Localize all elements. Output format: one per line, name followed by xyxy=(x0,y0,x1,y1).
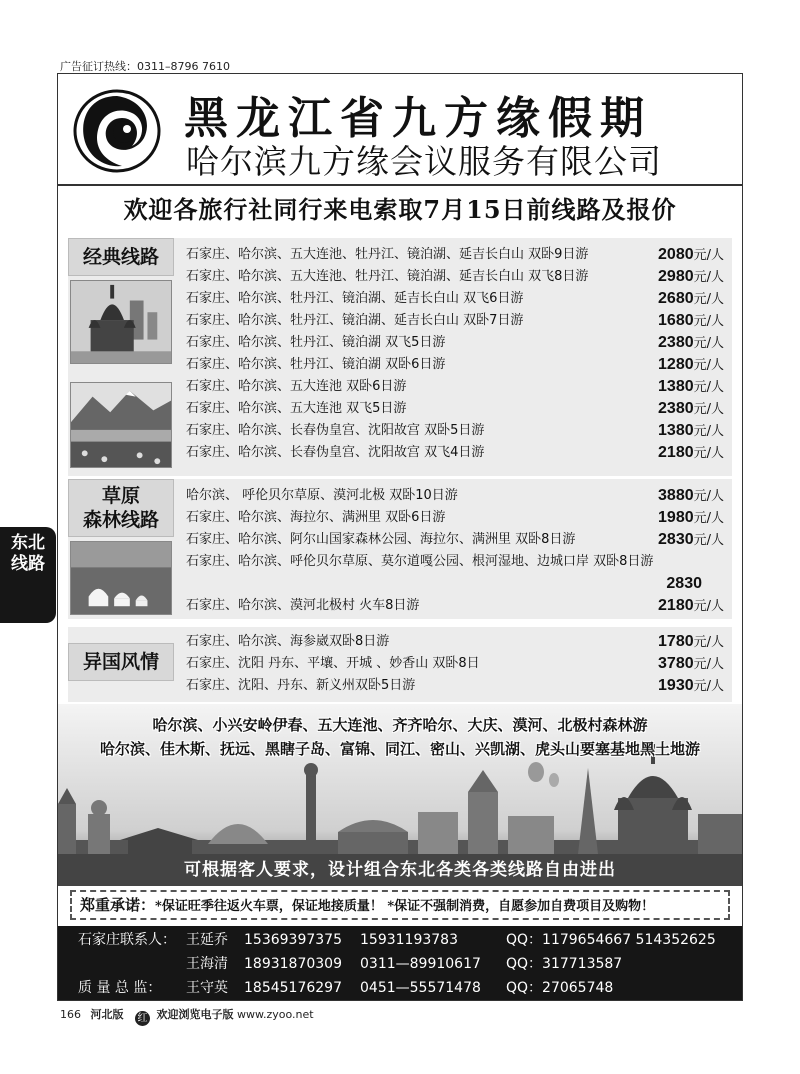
foreign-route-list xyxy=(186,631,726,697)
route-item xyxy=(186,420,726,442)
route-price: 2180元/人 xyxy=(658,444,724,461)
grassland-route-list xyxy=(186,485,726,617)
route-price: 1380元/人 xyxy=(658,422,724,439)
route-item xyxy=(186,595,726,617)
route-price: 1380元/人 xyxy=(658,378,724,395)
company-subtitle: 哈尔滨九方缘会议服务有限公司 xyxy=(186,142,662,181)
edition-label: 河北版 xyxy=(90,1008,124,1021)
route-text: 石家庄、哈尔滨、牡丹江、镜泊湖、延吉长白山 双飞6日游 xyxy=(186,291,524,306)
banner-line-1: 哈尔滨、小兴安岭伊春、五大连池、齐齐哈尔、大庆、漠河、北极村森林游 xyxy=(152,716,648,734)
route-text: 石家庄、哈尔滨、牡丹江、镜泊湖 双飞5日游 xyxy=(186,335,446,350)
route-item xyxy=(186,354,726,376)
route-item xyxy=(186,376,726,398)
route-item xyxy=(186,653,726,675)
banner-line-2: 哈尔滨、佳木斯、抚远、黑瞎子岛、富锦、同江、密山、兴凯湖、虎头山要塞基地黑土地游 xyxy=(99,740,700,758)
hong-badge-icon: 红 xyxy=(135,1011,150,1026)
route-text: 石家庄、哈尔滨、五大连池、牡丹江、镜泊湖、延吉长白山 双卧9日游 xyxy=(186,247,589,262)
section-foreign-routes xyxy=(68,627,732,702)
ad-hotline: 广告征订热线：0311–8796 7610 xyxy=(60,60,230,73)
promise-box xyxy=(70,890,730,920)
advertisement-frame xyxy=(57,73,743,1001)
contact-phone: 18931870309 xyxy=(244,956,342,972)
route-text: 石家庄、沈阳、丹东、新义州双卧5日游 xyxy=(186,678,416,693)
route-item xyxy=(186,442,726,464)
section-classic-routes xyxy=(68,238,732,476)
section-grassland-forest-routes xyxy=(68,479,732,619)
route-item xyxy=(186,485,726,507)
route-item xyxy=(186,244,726,266)
route-text: 石家庄、沈阳 丹东、平壤、开城 、妙香山 双卧8日 xyxy=(186,656,480,671)
route-item xyxy=(186,675,726,697)
contact-phone: 15369397375 xyxy=(244,932,342,948)
contact-panel xyxy=(58,926,742,1001)
contact-phone: 15931193783 xyxy=(360,932,458,948)
section-label: 经典线路 xyxy=(68,238,174,276)
contact-name: 王海清 xyxy=(186,956,228,972)
route-text: 石家庄、哈尔滨、牡丹江、镜泊湖 双卧6日游 xyxy=(186,357,446,372)
route-text: 石家庄、哈尔滨、长春伪皇宫、沈阳故宫 双飞4日游 xyxy=(186,445,485,460)
contact-label: 石家庄联系人： xyxy=(78,932,176,948)
route-text: 石家庄、哈尔滨、牡丹江、镜泊湖、延吉长白山 双卧7日游 xyxy=(186,313,524,328)
side-tab-northeast-routes: 东北 线路 xyxy=(0,527,56,623)
church-photo xyxy=(70,280,172,364)
route-item xyxy=(186,631,726,653)
classic-route-list xyxy=(186,244,726,464)
route-price: 2380元/人 xyxy=(658,400,724,417)
section-label: 草原 森林线路 xyxy=(68,479,174,537)
route-item xyxy=(186,266,726,288)
section-label: 异国风情 xyxy=(68,643,174,681)
route-price: 1680元/人 xyxy=(658,312,724,329)
route-item xyxy=(186,507,726,529)
route-item xyxy=(186,529,726,551)
route-price-continued: 2830 xyxy=(666,575,702,592)
route-item xyxy=(186,398,726,420)
route-price: 3780元/人 xyxy=(658,655,724,672)
contact-name: 王延乔 xyxy=(186,932,228,948)
swirl-logo-icon xyxy=(72,88,162,174)
page-footer xyxy=(60,1006,314,1026)
route-item xyxy=(186,551,726,573)
route-price: 1280元/人 xyxy=(658,356,724,373)
route-item xyxy=(186,288,726,310)
route-text: 石家庄、哈尔滨、呼伦贝尔草原、莫尔道嘎公园、根河湿地、边城口岸 双卧8日游 xyxy=(186,554,654,569)
route-text: 哈尔滨、 呼伦贝尔草原、漠河北极 双卧10日游 xyxy=(186,488,458,503)
page-number: 166 xyxy=(60,1008,81,1021)
mountain-lake-photo xyxy=(70,382,172,468)
route-item xyxy=(186,310,726,332)
promise-text: *保证旺季往返火车票，保证地接质量！ *保证不强制消费，自愿参加自费项目及购物！ xyxy=(155,899,655,914)
contact-label: 质 量 总 监： xyxy=(78,980,162,996)
route-price: 2380元/人 xyxy=(658,334,724,351)
route-text: 石家庄、哈尔滨、五大连池 双卧6日游 xyxy=(186,379,407,394)
contact-qq: QQ：317713587 xyxy=(506,956,623,972)
contact-phone: 0451—55571478 xyxy=(360,980,481,996)
contact-name: 王守英 xyxy=(186,980,228,996)
browse-label: 欢迎浏览电子版 xyxy=(156,1008,234,1021)
grassland-yurt-photo xyxy=(70,541,172,615)
route-price: 2680元/人 xyxy=(658,290,724,307)
header xyxy=(58,74,742,186)
welcome-headline: 欢迎各旅行社同行来电索取7月15日前线路及报价 xyxy=(123,195,677,224)
route-price: 1980元/人 xyxy=(658,509,724,526)
route-price: 2980元/人 xyxy=(658,268,724,285)
route-text: 石家庄、哈尔滨、长春伪皇宫、沈阳故宫 双卧5日游 xyxy=(186,423,485,438)
contact-qq: QQ：1179654667 514352625 xyxy=(506,932,716,948)
route-text: 石家庄、哈尔滨、海参崴双卧8日游 xyxy=(186,634,390,649)
route-price: 1780元/人 xyxy=(658,633,724,650)
contact-phone: 0311—89910617 xyxy=(360,956,481,972)
route-price: 2080元/人 xyxy=(658,246,724,263)
custom-itinerary-bar: 可根据客人要求，设计组合东北各类各类线路自由进出 xyxy=(58,854,742,886)
route-text: 石家庄、哈尔滨、五大连池、牡丹江、镜泊湖、延吉长白山 双飞8日游 xyxy=(186,269,589,284)
promise-label: 郑重承诺： xyxy=(80,896,156,914)
route-text: 石家庄、哈尔滨、阿尔山国家森林公园、海拉尔、满洲里 双卧8日游 xyxy=(186,532,576,547)
route-text: 石家庄、哈尔滨、五大连池 双飞5日游 xyxy=(186,401,407,416)
website-link[interactable]: www.zyoo.net xyxy=(237,1008,314,1021)
route-price: 2180元/人 xyxy=(658,597,724,614)
company-title: 黑龙江省九方缘假期 xyxy=(184,93,652,144)
route-item xyxy=(186,332,726,354)
route-text: 石家庄、哈尔滨、海拉尔、满洲里 双卧6日游 xyxy=(186,510,446,525)
route-price: 3880元/人 xyxy=(658,487,724,504)
route-text: 石家庄、哈尔滨、漠河北极村 火车8日游 xyxy=(186,598,420,613)
route-price: 1930元/人 xyxy=(658,677,724,694)
contact-qq: QQ：27065748 xyxy=(506,980,614,996)
route-price: 2830元/人 xyxy=(658,531,724,548)
contact-phone: 18545176297 xyxy=(244,980,342,996)
